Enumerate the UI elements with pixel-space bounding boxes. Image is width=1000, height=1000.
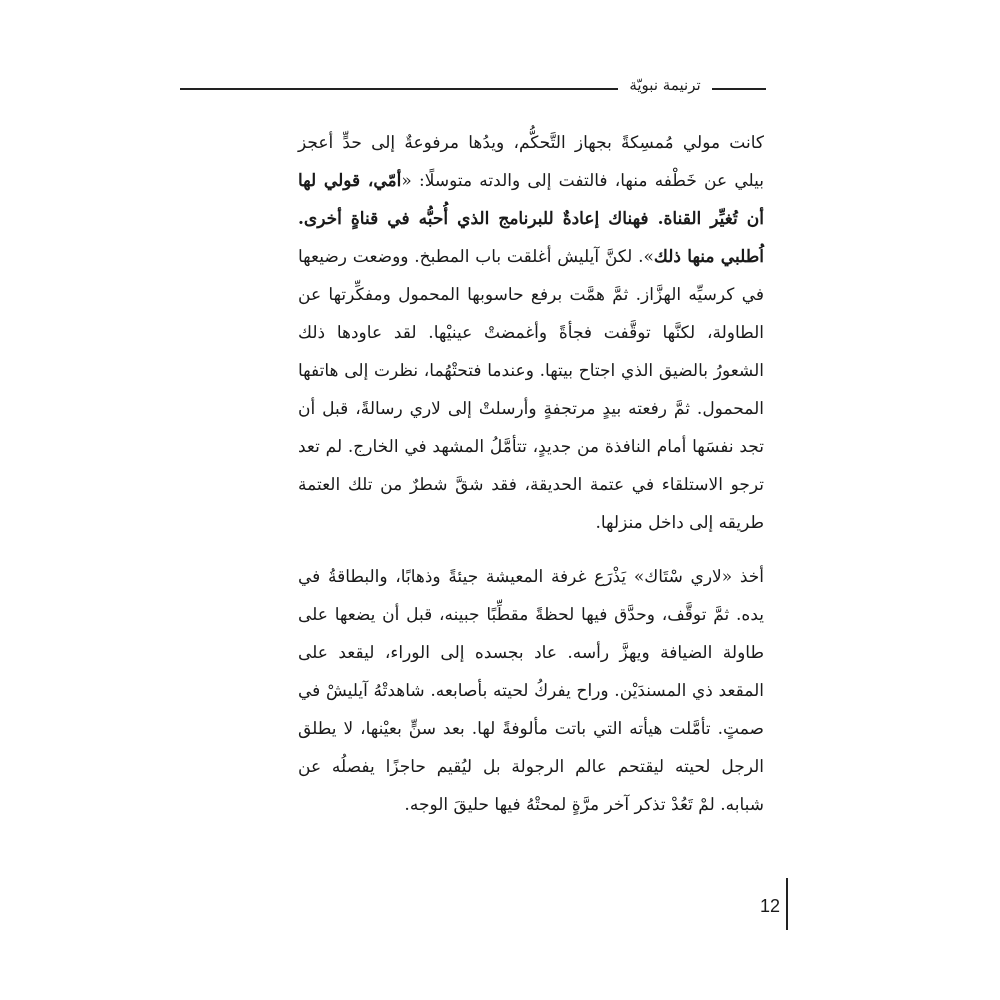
paragraph-1 [298, 124, 764, 542]
header-title: ترنيمة نبويّة [629, 76, 701, 94]
paragraph-2: أخذ «لاري سْتَاك» يَذْرَع غرفة المعيشة جيئةً وذهابًا، والبطاقةُ في يده. ثمَّ توقَّف، وحدَّق فيها لحظةً مقطِّبًا جبينه، قبل أن يضعها على طاولة الضيافة ويهزَّ رأسه. عاد بجسده إلى الوراء، ليقعد على المقعد ذي المسندَيْن. وراح يفركُ لحيته بأصابعه. شاهدتْهُ آيليشْ في صمتٍ. تأمَّلت هيأته التي باتت مألوفةً لها. بعد سنٍّ بعيْنها، لا يطلق الرجل لحيته ليقتحم عالم الرجولة بل ليُقيم حاجزًا يفصلُه عن شبابه. لمْ تَعُدْ تذكر آخر مرَّةٍ لمحتْهُ فيها حليقَ الوجه. [298, 567, 764, 815]
page-number: 12 [759, 896, 780, 916]
header-rule-left [180, 88, 618, 90]
footer-rule [786, 878, 788, 930]
paragraph-1-text-b: ». لكنَّ آيليش أغلقت باب المطبخ. ووضعت رضيعها في كرسيِّه الهزَّاز. ثمَّ همَّت برفع حاسوبها المحمول ومفكِّرتها عن الطاولة، لكنَّها توقَّفت فجأةً وأغمضتْ عينيْها. لقد عاودها ذلك الشعورُ بالضيق الذي اجتاح بيتها. وعندما فتحتْهُما، نظرت إلى هاتفها المحمول. ثمَّ رفعته بيدٍ مرتجفةٍ وأرسلتْ إلى لاري رسالةً، قبل أن تجد نفسَها أمام النافذة من جديدٍ، تتأمَّلُ المشهد في الخارج. لم تعد ترجو الاستلقاء في عتمة الحديقة، فقد شقَّ شطرٌ من تلك العتمة طريقه إلى داخل منزلها. [298, 247, 764, 533]
paragraph-1-bold-dialogue: أمّي، قولي لها أن تُغيِّر القناة. فهناك إعادةٌ للبرنامج الذي أُحبُّه في قناةٍ أخرى. اُطلبي منها ذلك [298, 171, 764, 267]
paragraph-1-text-a: كانت مولي مُمسِكةً بجهاز التَّحكُّم، ويدُها مرفوعةٌ إلى حدٍّ أعجز بيلي عن خَطْفه منها، فالتفت إلى والدته متوسلًا: « [298, 133, 765, 191]
running-header [180, 76, 766, 102]
header-rule-right [712, 88, 766, 90]
